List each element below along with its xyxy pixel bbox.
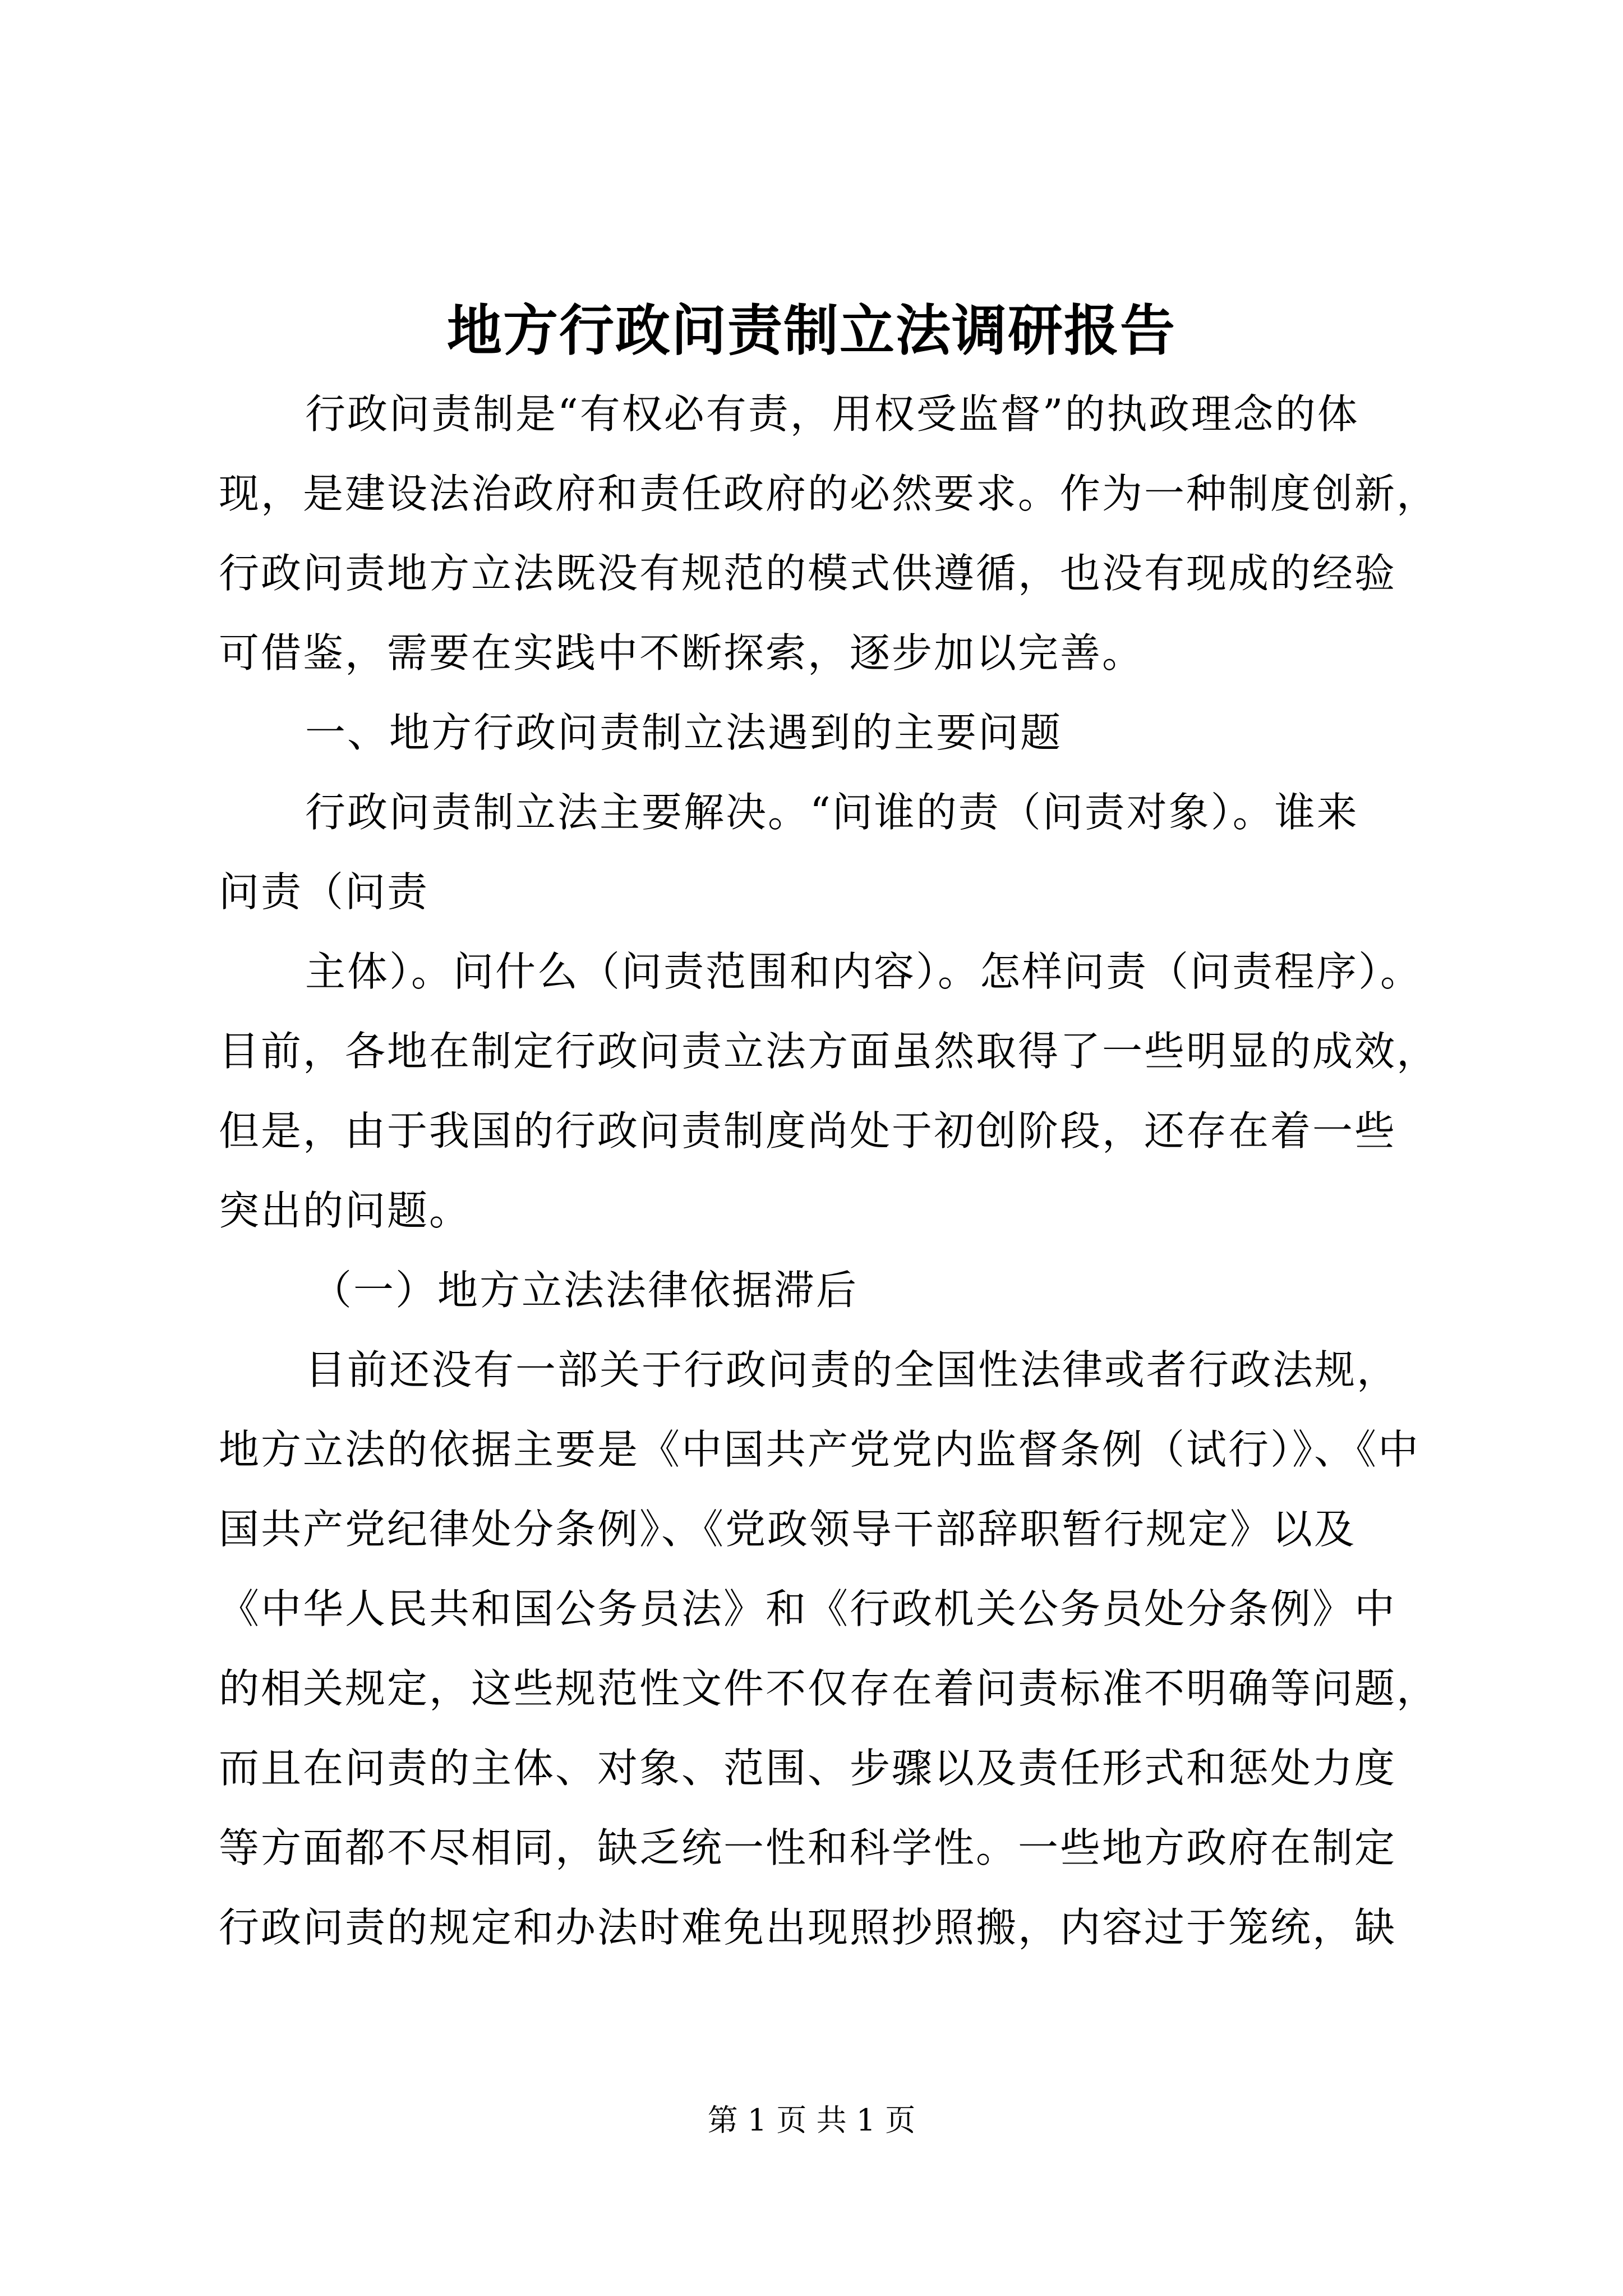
paragraph-line-14: 地方立法的依据主要是《中国共产党党内监督条例（试行）》、《中 [219,1426,1421,1473]
paragraph-line-7: 问责（问责 [219,868,430,915]
paragraph-line-10: 但是，由于我国的行政问责制度尚处于初创阶段，还存在着一些 [219,1107,1397,1154]
paragraph-line-3: 行政问责地方立法既没有规范的模式供遵循，也没有现成的经验 [219,550,1397,597]
paragraph-line-16: 《中华人民共和国公务员法》和《行政机关公务员处分条例》中 [219,1585,1397,1632]
paragraph-line-2: 现，是建设法治政府和责任政府的必然要求。作为一种制度创新， [219,470,1439,517]
subsection-heading-1: （一）地方立法法律依据滞后 [311,1267,859,1314]
paragraph-line-1: 行政问责制是“有权必有责，用权受监督”的执政理念的体 [305,390,1359,438]
document-title: 地方行政问责制立法调研报告 [446,298,1176,363]
paragraph-line-9: 目前，各地在制定行政问责立法方面虽然取得了一些明显的成效， [219,1028,1439,1075]
paragraph-line-8: 主体）。问什么（问责范围和内容）。怎样问责（问责程序）。 [305,948,1423,995]
paragraph-line-15: 国共产党纪律处分条例》、《党政领导干部辞职暂行规定》以及 [219,1506,1357,1553]
paragraph-line-6: 行政问责制立法主要解决。“问谁的责（问责对象）。谁来 [305,789,1359,836]
paragraph-line-4: 可借鉴，需要在实践中不断探索，逐步加以完善。 [219,629,1145,677]
page-footer: 第 1 页 共 1 页 [707,2102,916,2138]
paragraph-line-20: 行政问责的规定和办法时难免出现照抄照搬，内容过于笼统，缺 [219,1904,1397,1951]
paragraph-line-19: 等方面都不尽相同，缺乏统一性和科学性。一些地方政府在制定 [219,1824,1397,1871]
paragraph-line-11: 突出的问题。 [219,1187,472,1234]
paragraph-line-18: 而且在问责的主体、对象、范围、步骤以及责任形式和惩处力度 [219,1745,1397,1792]
section-heading-1: 一、地方行政问责制立法遇到的主要问题 [305,709,1063,756]
paragraph-line-13: 目前还没有一部关于行政问责的全国性法律或者行政法规， [305,1346,1399,1393]
paragraph-line-17: 的相关规定，这些规范性文件不仅存在着问责标准不明确等问题， [219,1665,1439,1712]
